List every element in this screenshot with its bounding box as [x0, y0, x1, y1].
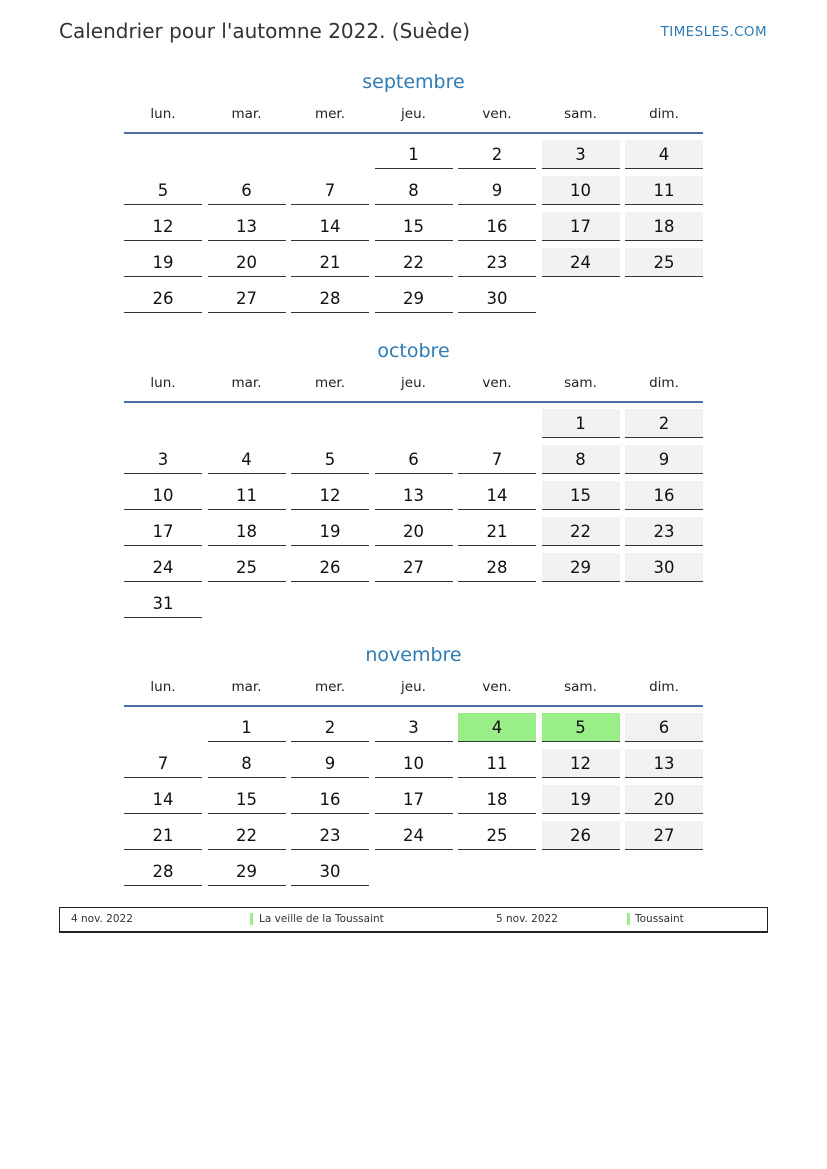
weekday-label: mer.	[314, 679, 346, 695]
day-cell: 21	[291, 248, 369, 277]
holiday-legend	[59, 907, 768, 933]
header-divider	[124, 401, 703, 403]
day-cell: 7	[124, 749, 202, 778]
day-cell: 29	[375, 284, 453, 313]
legend-swatch	[627, 913, 630, 925]
day-cell: 11	[458, 749, 536, 778]
day-cell: 6	[208, 176, 286, 205]
day-cell: 16	[625, 481, 703, 510]
day-cell: 28	[291, 284, 369, 313]
day-cell: 27	[208, 284, 286, 313]
day-cell: 24	[124, 553, 202, 582]
day-cell: 10	[542, 176, 620, 205]
weekday-label: jeu.	[401, 679, 426, 695]
weekday-label: jeu.	[401, 106, 426, 122]
weekday-label: lun.	[150, 679, 176, 695]
day-cell: 10	[375, 749, 453, 778]
day-cell: 5	[542, 713, 620, 742]
weekday-label: dim.	[649, 106, 679, 122]
day-cell: 8	[542, 445, 620, 474]
day-cell: 14	[291, 212, 369, 241]
day-cell: 1	[208, 713, 286, 742]
day-cell: 22	[208, 821, 286, 850]
day-cell: 17	[542, 212, 620, 241]
weekday-label: ven.	[482, 106, 512, 122]
page-title: Calendrier pour l'automne 2022. (Suède)	[59, 19, 471, 43]
day-cell: 25	[208, 553, 286, 582]
header-divider	[124, 705, 703, 707]
day-cell: 17	[124, 517, 202, 546]
day-cell: 9	[291, 749, 369, 778]
day-cell: 29	[208, 857, 286, 886]
day-cell: 21	[458, 517, 536, 546]
day-cell: 23	[458, 248, 536, 277]
day-cell: 16	[291, 785, 369, 814]
legend-holiday-name: Toussaint	[635, 913, 684, 925]
day-cell: 25	[458, 821, 536, 850]
weekday-header	[124, 375, 703, 395]
day-cell: 3	[375, 713, 453, 742]
legend-swatch	[250, 913, 253, 925]
day-cell: 27	[625, 821, 703, 850]
legend-date: 4 nov. 2022	[71, 913, 133, 925]
day-cell: 26	[542, 821, 620, 850]
weekday-label: mar.	[231, 375, 262, 391]
day-cell: 21	[124, 821, 202, 850]
day-cell: 30	[458, 284, 536, 313]
weekday-label: dim.	[649, 375, 679, 391]
day-cell: 3	[124, 445, 202, 474]
day-cell: 5	[291, 445, 369, 474]
day-cell: 16	[458, 212, 536, 241]
day-cell: 14	[458, 481, 536, 510]
header-divider	[124, 132, 703, 134]
day-cell: 15	[542, 481, 620, 510]
weekday-header	[124, 679, 703, 699]
day-cell: 26	[124, 284, 202, 313]
month-title: septembre	[362, 71, 465, 93]
day-cell: 6	[375, 445, 453, 474]
day-cell: 13	[625, 749, 703, 778]
weekday-label: lun.	[150, 375, 176, 391]
day-cell: 20	[208, 248, 286, 277]
day-cell: 23	[625, 517, 703, 546]
day-cell: 26	[291, 553, 369, 582]
day-cell: 23	[291, 821, 369, 850]
day-cell: 11	[208, 481, 286, 510]
day-cell: 19	[291, 517, 369, 546]
day-cell: 25	[625, 248, 703, 277]
weekday-label: mar.	[231, 679, 262, 695]
day-cell: 19	[124, 248, 202, 277]
weekday-label: sam.	[564, 375, 597, 391]
weekday-label: sam.	[564, 106, 597, 122]
day-cell: 28	[458, 553, 536, 582]
day-cell: 18	[208, 517, 286, 546]
day-cell: 2	[291, 713, 369, 742]
day-cell: 19	[542, 785, 620, 814]
day-cell: 5	[124, 176, 202, 205]
day-cell: 30	[291, 857, 369, 886]
day-cell: 4	[208, 445, 286, 474]
day-cell: 8	[375, 176, 453, 205]
brand-link[interactable]: TIMESLES.COM	[660, 24, 767, 40]
legend-date: 5 nov. 2022	[496, 913, 558, 925]
day-cell: 10	[124, 481, 202, 510]
day-cell: 6	[625, 713, 703, 742]
day-cell: 17	[375, 785, 453, 814]
day-cell: 13	[208, 212, 286, 241]
day-cell: 29	[542, 553, 620, 582]
weekday-label: lun.	[150, 106, 176, 122]
day-cell: 18	[458, 785, 536, 814]
weekday-label: mer.	[314, 106, 346, 122]
day-cell: 9	[458, 176, 536, 205]
month-title: novembre	[365, 644, 462, 666]
day-cell: 9	[625, 445, 703, 474]
weekday-label: sam.	[564, 679, 597, 695]
day-cell: 14	[124, 785, 202, 814]
day-cell: 4	[458, 713, 536, 742]
day-cell: 2	[458, 140, 536, 169]
day-cell: 12	[542, 749, 620, 778]
day-cell: 20	[375, 517, 453, 546]
day-cell: 1	[542, 409, 620, 438]
day-cell: 7	[291, 176, 369, 205]
weekday-label: ven.	[482, 679, 512, 695]
day-cell: 22	[375, 248, 453, 277]
day-cell: 22	[542, 517, 620, 546]
day-cell: 24	[542, 248, 620, 277]
day-cell: 20	[625, 785, 703, 814]
weekday-header	[124, 106, 703, 126]
weekday-label: mer.	[314, 375, 346, 391]
day-cell: 11	[625, 176, 703, 205]
weekday-label: mar.	[231, 106, 262, 122]
day-cell: 24	[375, 821, 453, 850]
weekday-label: dim.	[649, 679, 679, 695]
day-cell: 15	[208, 785, 286, 814]
day-cell: 1	[375, 140, 453, 169]
month-title: octobre	[377, 340, 450, 362]
day-cell: 27	[375, 553, 453, 582]
day-cell: 2	[625, 409, 703, 438]
day-cell: 31	[124, 589, 202, 618]
day-cell: 12	[291, 481, 369, 510]
day-cell: 8	[208, 749, 286, 778]
day-cell: 4	[625, 140, 703, 169]
day-cell: 18	[625, 212, 703, 241]
weekday-label: ven.	[482, 375, 512, 391]
day-cell: 12	[124, 212, 202, 241]
day-cell: 7	[458, 445, 536, 474]
day-cell: 3	[542, 140, 620, 169]
day-cell: 28	[124, 857, 202, 886]
legend-holiday-name: La veille de la Toussaint	[259, 913, 384, 925]
weekday-label: jeu.	[401, 375, 426, 391]
day-cell: 15	[375, 212, 453, 241]
day-cell: 13	[375, 481, 453, 510]
day-cell: 30	[625, 553, 703, 582]
